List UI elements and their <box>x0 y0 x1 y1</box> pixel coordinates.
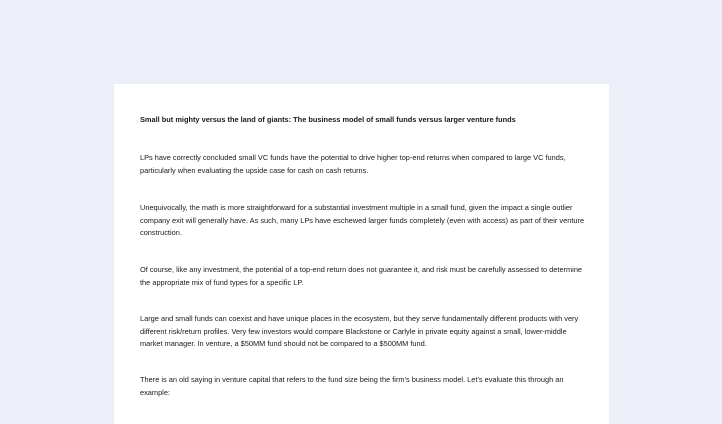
paragraph-4: Large and small funds can coexist and have unique places in the ecosystem, but they serve fundamentally different products with very different risk/return profiles. Very few investors would compare Blackstone or Carlyle in private equity against a small, lower-middle market manager. In venture, a $50MM fund should not be compared to a $500MM fund. <box>140 314 579 349</box>
document-title: Small but mighty versus the land of giants: The business model of small funds versus larger venture funds <box>140 115 516 124</box>
paragraph-1: LPs have correctly concluded small VC funds have the potential to drive higher top-end returns when compared to large VC funds, particularly when evaluating the upside case for cash on cash returns. <box>140 153 566 175</box>
paragraph-2: Unequivocally, the math is more straightforward for a substantial investment multiple in a small fund, given the impact a single outlier company exit will generally have. As such, many LPs have eschewed larger funds completely (even with access) as part of their venture construction. <box>140 203 585 238</box>
document-page <box>114 84 609 424</box>
paragraph-5: There is an old saying in venture capital that refers to the fund size being the firm's business model. Let's evaluate this through an example: <box>140 375 564 397</box>
paragraph-3: Of course, like any investment, the potential of a top-end return does not guarantee it, and risk must be carefully assessed to determine the appropriate mix of fund types for a specific LP. <box>140 265 583 287</box>
document-content <box>140 114 585 399</box>
